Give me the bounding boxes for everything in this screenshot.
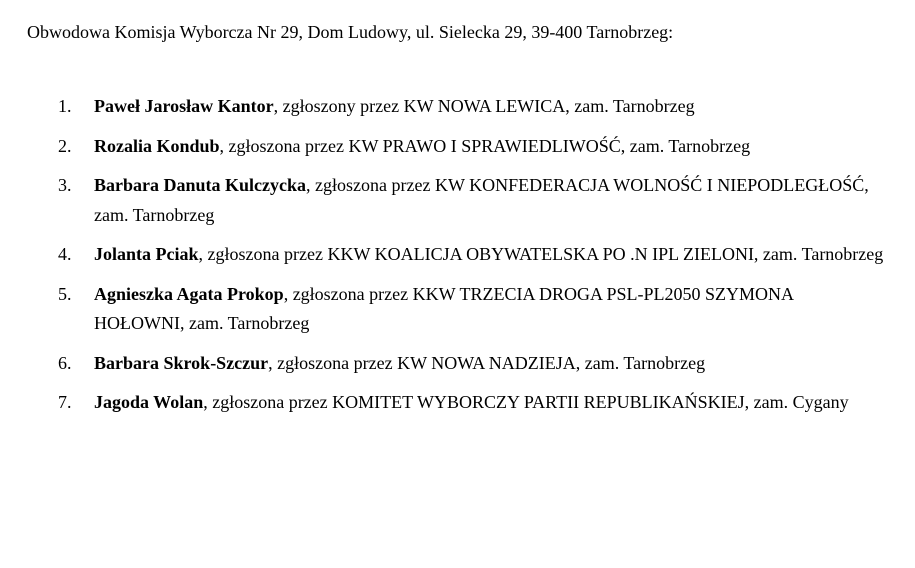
member-details: , zgłoszona przez KW KONFEDERACJA WOLNOŚĆ I NIEPODLEGŁOŚĆ, zam. Tarnobrzeg bbox=[94, 175, 869, 225]
member-name: Rozalia Kondub bbox=[94, 135, 220, 156]
item-number: 7. bbox=[58, 392, 72, 412]
list-item bbox=[0, 92, 915, 122]
member-details: , zgłoszona przez KW PRAWO I SPRAWIEDLIWOŚĆ, zam. Tarnobrzeg bbox=[219, 135, 751, 156]
member-name: Jolanta Pciak bbox=[94, 244, 199, 264]
item-number: 4. bbox=[58, 244, 72, 264]
item-number: 3. bbox=[58, 175, 72, 195]
list-item bbox=[0, 280, 915, 339]
list-item bbox=[0, 349, 915, 379]
member-details: , zgłoszona przez KOMITET WYBORCZY PARTII REPUBLIKAŃSKIEJ, zam. Cygany bbox=[203, 392, 849, 412]
member-name: Paweł Jarosław Kantor bbox=[94, 96, 274, 116]
member-name: Barbara Danuta Kulczycka bbox=[94, 175, 307, 195]
member-details: , zgłoszona przez KKW KOALICJA OBYWATELSKA PO .N IPL ZIELONI, zam. Tarnobrzeg bbox=[198, 244, 884, 264]
member-name: Agnieszka Agata Prokop bbox=[94, 283, 284, 304]
item-number: 1. bbox=[58, 96, 72, 116]
member-details: , zgłoszona przez KKW TRZECIA DROGA PSL-PL2050 SZYMONA HOŁOWNI, zam. Tarnobrzeg bbox=[94, 283, 793, 333]
member-list bbox=[0, 92, 915, 428]
item-number: 5. bbox=[58, 283, 72, 304]
item-number: 2. bbox=[58, 135, 72, 156]
item-number: 6. bbox=[58, 352, 72, 373]
list-item bbox=[0, 388, 915, 418]
member-details: , zgłoszona przez KW NOWA NADZIEJA, zam. Tarnobrzeg bbox=[268, 352, 706, 373]
member-name: Barbara Skrok-Szczur bbox=[94, 352, 269, 373]
commission-heading: Obwodowa Komisja Wyborcza Nr 29, Dom Ludowy, ul. Sielecka 29, 39-400 Tarnobrzeg: bbox=[27, 22, 674, 42]
member-details: , zgłoszony przez KW NOWA LEWICA, zam. Tarnobrzeg bbox=[273, 96, 695, 116]
member-name: Jagoda Wolan bbox=[94, 392, 204, 412]
list-item bbox=[0, 240, 915, 270]
list-item bbox=[0, 132, 915, 162]
list-item bbox=[0, 171, 915, 230]
